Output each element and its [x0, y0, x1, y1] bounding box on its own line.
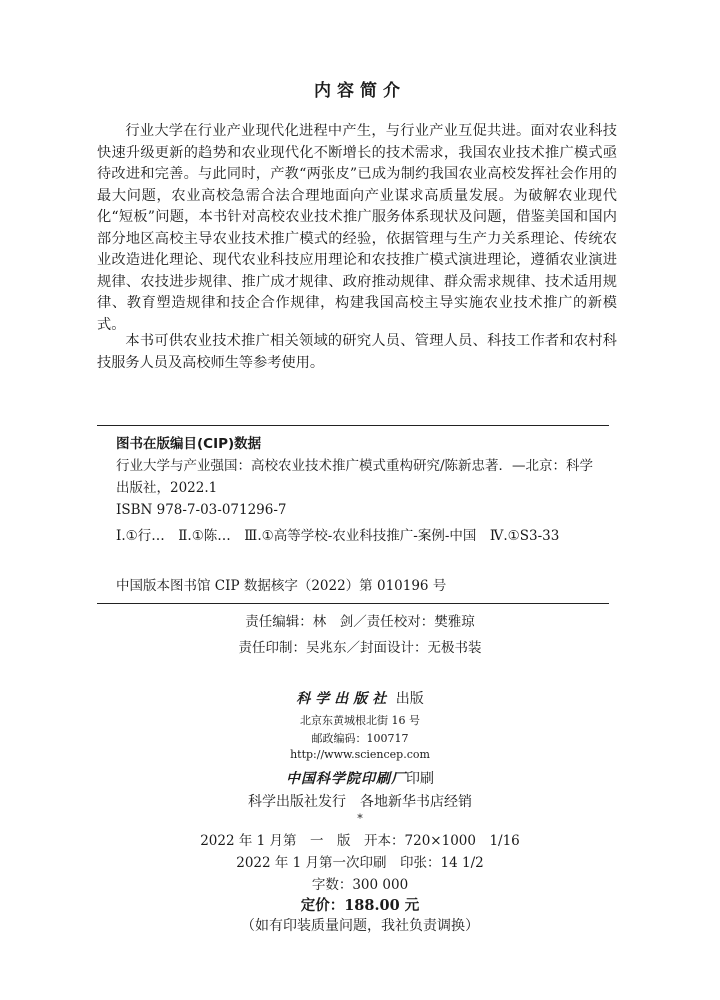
- credits-editors: 责任编辑：林 剑／责任校对：樊雅琼: [245, 614, 475, 630]
- printing-line: 2022 年 1 月第一次印刷 印张：14 1/2: [236, 855, 484, 871]
- publisher-address: 北京东黄城根北街 16 号: [300, 714, 420, 727]
- cip-isbn: ISBN 978-7-03-071296-7: [116, 502, 287, 518]
- cip-bottom-rule: [97, 603, 609, 604]
- publisher-suffix: 出版: [395, 691, 424, 707]
- edition-line: 2022 年 1 月第 一 版 开本：720×1000 1/16: [200, 833, 520, 849]
- printer-line: [0, 768, 720, 788]
- summary-title: 内容简介: [314, 81, 406, 101]
- quality-notice: （如有印装质量问题，我社负责调换）: [241, 918, 479, 934]
- separator-star: *: [357, 812, 363, 825]
- summary-paragraph: 行业大学在行业产业现代化进程中产生，与行业产业互促共进。面对农业科技快速升级更新的趋势和农业现代化不断增长的技术需求，我国农业技术推广模式亟待改进和完善。与此同时，产教“两张皮”已成为制约我国农业高校发挥社会作用的最大问题，农业高校急需合法合理地面向产业谋求高质量发展。为破解农业现代化“短板”问题，本书针对高校农业技术推广服务体系现状及问题，借鉴美国和国内部分地区高校主导农业技术推广模式的经验，依据管理与生产力关系理论、传统农业改造进化理论、现代农业科技应用理论和农技推广模式演进理论，遵循农业演进规律、农技进步规律、推广成才规律、政府推动规律、群众需求规律、技术适用规律、教育塑造规律和技企合作规律，构建我国高校主导实施农业技术推广的新模式。: [97, 123, 617, 333]
- printer-name: 中国科学院印刷厂: [286, 771, 406, 787]
- publisher-url: http://www.sciencep.com: [290, 748, 430, 761]
- publisher-postcode: 邮政编码：100717: [311, 732, 409, 745]
- credits-production: 责任印制：吴兆东／封面设计：无极书装: [238, 640, 482, 656]
- price: 定价：188.00 元: [300, 897, 420, 914]
- summary-paragraph: 本书可供农业技术推广相关领域的研究人员、管理人员、科技工作者和农村科技服务人员及高校师生等参考使用。: [97, 333, 617, 371]
- cip-heading: 图书在版编目(CIP)数据: [116, 436, 262, 452]
- word-count: 字数：300 000: [311, 877, 409, 893]
- printer-suffix: 印刷: [406, 771, 434, 787]
- publisher-line: [0, 688, 720, 708]
- distribution-line: 科学出版社发行 各地新华书店经销: [248, 794, 472, 810]
- publisher-name: 科学出版社: [296, 691, 392, 707]
- cip-top-rule: [97, 425, 609, 426]
- cip-subjects: Ⅰ.①行… Ⅱ.①陈… Ⅲ.①高等学校-农业科技推广-案例-中国 Ⅳ.①S3-33: [116, 528, 560, 544]
- cip-entry: 行业大学与产业强国：高校农业技术推广模式重构研究/陈新忠著．—北京：科学出版社，2022.1: [116, 458, 594, 496]
- cip-number: 中国版本图书馆 CIP 数据核字（2022）第 010196 号: [116, 578, 447, 594]
